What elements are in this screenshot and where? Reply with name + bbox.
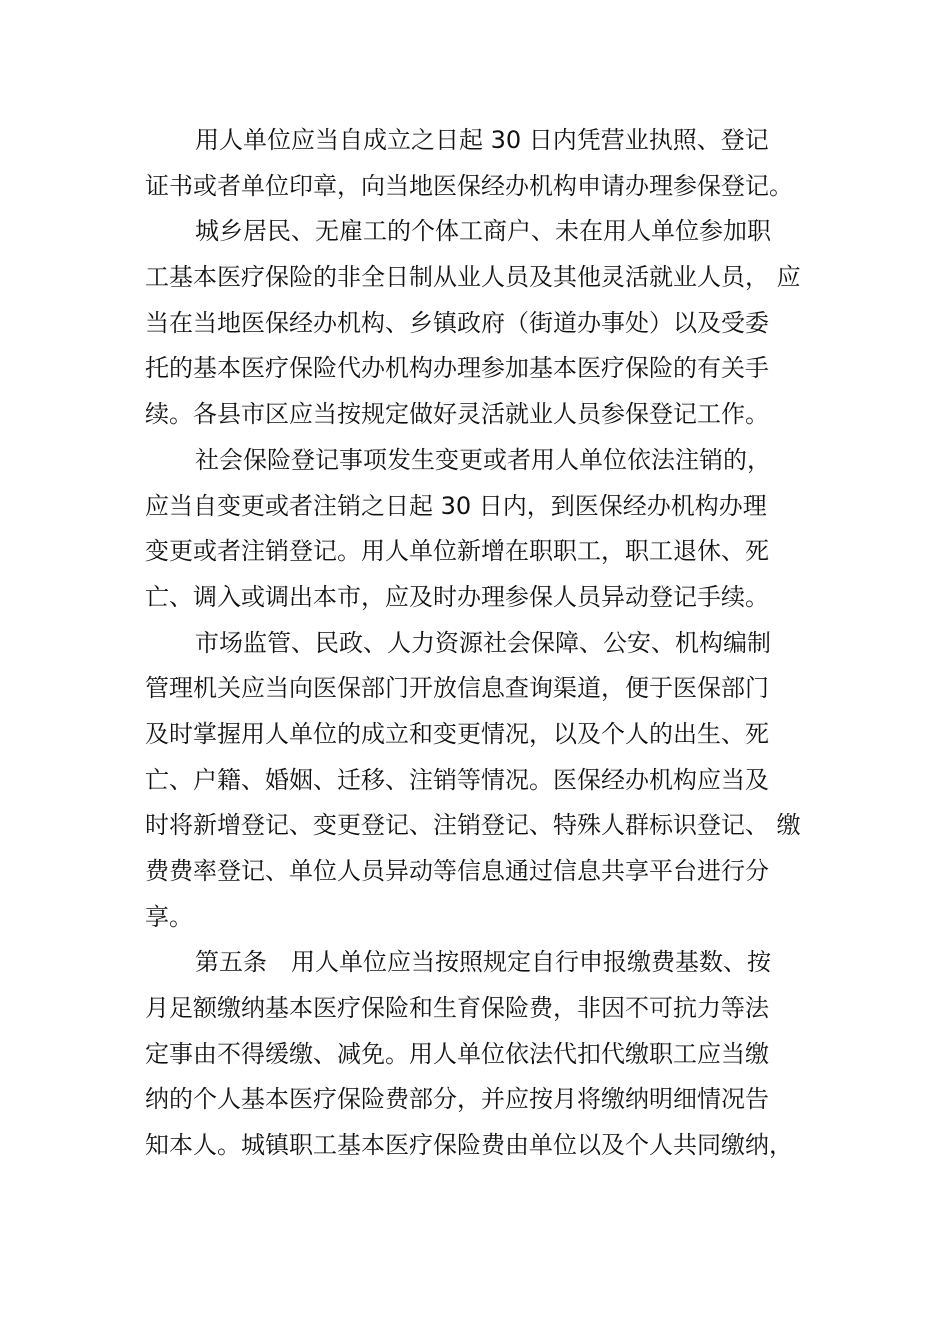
text-line: 社会保险登记事项发生变更或者用人单位依法注销的， <box>195 445 771 474</box>
text-line: 费费率登记、单位人员异动等信息通过信息共享平台进行分 <box>145 857 769 885</box>
text-line: 变更或者注销登记。用人单位新增在职职工，职工退休、死 <box>145 537 769 566</box>
text-line: 亡、户籍、婚姻、迁移、注销等情况。医保经办机构应当及 <box>145 765 769 794</box>
text-line: 亡、调入或调出本市，应及时办理参保人员异动登记手续。 <box>145 582 769 611</box>
text-line: 当在当地医保经办机构、乡镇政府（街道办事处）以及受委 <box>145 308 769 337</box>
text-line: 市场监管、民政、人力资源社会保障、公安、机构编制 <box>195 628 771 657</box>
text-line: 月足额缴纳基本医疗保险和生育保险费，非因不可抗力等法 <box>145 994 769 1023</box>
text-line: 用人单位应当自成立之日起 30 日内凭营业执照、登记 <box>195 126 769 154</box>
text-line: 知本人。城镇职工基本医疗保险费由单位以及个人共同缴纳， <box>145 1131 793 1160</box>
text-line: 第五条 用人单位应当按照规定自行申报缴费基数、按 <box>195 948 771 977</box>
text-line: 续。各县市区应当按规定做好灵活就业人员参保登记工作。 <box>145 400 769 429</box>
text-line: 应当自变更或者注销之日起 30 日内，到医保经办机构办理 <box>145 491 767 520</box>
document-body <box>145 118 810 1169</box>
text-line: 定事由不得缓缴、减免。用人单位依法代扣代缴职工应当缴 <box>145 1039 769 1068</box>
text-line: 时将新增登记、变更登记、注销登记、特殊人群标识登记、 缴 <box>145 811 801 840</box>
text-line: 工基本医疗保险的非全日制从业人员及其他灵活就业人员， 应 <box>145 263 801 292</box>
text-line: 管理机关应当向医保部门开放信息查询渠道，便于医保部门 <box>145 674 769 703</box>
text-line: 托的基本医疗保险代办机构办理参加基本医疗保险的有关手 <box>145 354 769 383</box>
text-line: 享。 <box>145 902 193 931</box>
text-line: 城乡居民、无雇工的个体工商户、未在用人单位参加职 <box>195 217 771 246</box>
text-line: 证书或者单位印章，向当地医保经办机构申请办理参保登记。 <box>145 171 793 200</box>
text-line: 及时掌握用人单位的成立和变更情况，以及个人的出生、死 <box>145 719 769 748</box>
text-line: 纳的个人基本医疗保险费部分，并应按月将缴纳明细情况告 <box>145 1085 769 1114</box>
